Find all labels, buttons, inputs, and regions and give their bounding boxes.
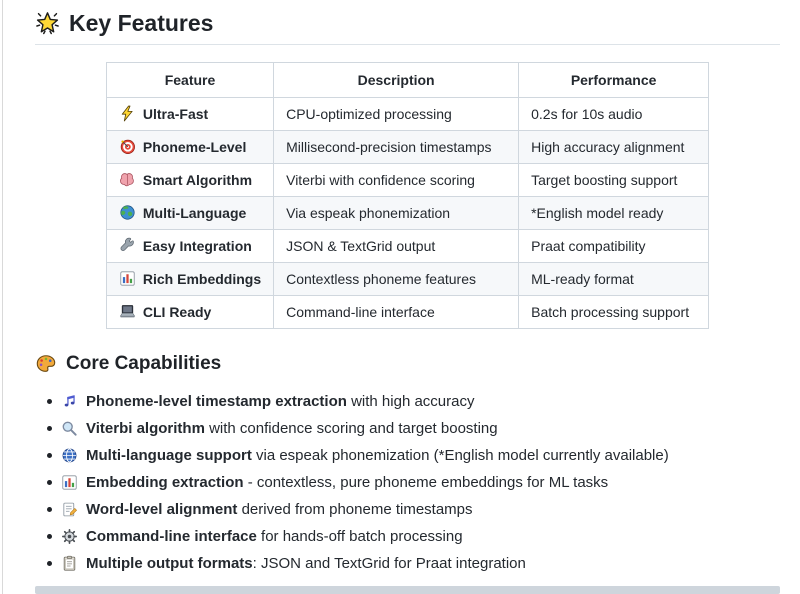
performance-cell: Target boosting support [519, 164, 709, 197]
description-cell: Contextless phoneme features [274, 263, 519, 296]
feature-name: Multi-Language [142, 205, 247, 221]
list-item [47, 393, 780, 410]
bar-chart-icon [119, 270, 136, 287]
table-row [106, 197, 708, 230]
bar-chart-icon [61, 474, 78, 491]
list-item-rest: : JSON and TextGrid for Praat integration [252, 555, 526, 572]
list-item-rest: - contextless, pure phoneme embeddings for ML tasks [243, 474, 609, 491]
globe-earth-icon [119, 204, 136, 221]
feature-cell [106, 197, 273, 230]
list-item [47, 474, 780, 491]
table-row [106, 131, 708, 164]
bullet-marker [47, 426, 52, 431]
list-item-text [86, 420, 498, 437]
list-item-text [86, 528, 463, 545]
feature-cell [106, 296, 273, 329]
description-cell: JSON & TextGrid output [274, 230, 519, 263]
globe-grid-icon [61, 447, 78, 464]
core-capabilities-title: Core Capabilities [66, 353, 222, 374]
list-item-text [86, 393, 474, 410]
list-item-rest: for hands-off batch processing [256, 528, 463, 545]
list-item-bold: Word-level alignment [86, 501, 238, 518]
col-header-feature: Feature [106, 63, 273, 98]
target-icon [119, 138, 136, 155]
performance-cell: Batch processing support [519, 296, 709, 329]
features-table-wrap [35, 62, 780, 329]
bullet-marker [47, 534, 52, 539]
description-cell: Command-line interface [274, 296, 519, 329]
list-item [47, 528, 780, 545]
feature-name: Smart Algorithm [142, 172, 253, 188]
list-item-bold: Phoneme-level timestamp extraction [86, 393, 347, 410]
magnifier-icon [61, 420, 78, 437]
description-cell: CPU-optimized processing [274, 98, 519, 131]
page-left-border [2, 0, 3, 594]
bullet-marker [47, 480, 52, 485]
performance-cell: ML-ready format [519, 263, 709, 296]
list-item-bold: Embedding extraction [86, 474, 244, 491]
performance-cell: Praat compatibility [519, 230, 709, 263]
table-header-row [106, 63, 708, 98]
performance-cell: 0.2s for 10s audio [519, 98, 709, 131]
features-table [106, 62, 709, 329]
list-item-rest: with confidence scoring and target boosting [204, 420, 498, 437]
list-item [47, 501, 780, 518]
feature-name: CLI Ready [142, 304, 212, 320]
laptop-icon [119, 303, 136, 320]
table-row [106, 263, 708, 296]
performance-cell: High accuracy alignment [519, 131, 709, 164]
list-item-rest: via espeak phonemization (*English model currently available) [251, 447, 669, 464]
list-item [47, 447, 780, 464]
readme-content [35, 0, 780, 582]
feature-name: Phoneme-Level [142, 139, 247, 155]
feature-cell [106, 131, 273, 164]
feature-cell [106, 164, 273, 197]
performance-cell: *English model ready [519, 197, 709, 230]
capabilities-list [35, 393, 780, 572]
wrench-icon [119, 237, 136, 254]
horizontal-rule [35, 586, 780, 594]
feature-cell [106, 98, 273, 131]
music-notes-icon [61, 393, 78, 410]
list-item-rest: with high accuracy [346, 393, 475, 410]
bullet-marker [47, 507, 52, 512]
bullet-marker [47, 399, 52, 404]
table-row [106, 296, 708, 329]
bullet-marker [47, 453, 52, 458]
memo-icon [61, 501, 78, 518]
list-item-bold: Multiple output formats [86, 555, 253, 572]
description-cell: Viterbi with confidence scoring [274, 164, 519, 197]
list-item-text [86, 447, 669, 464]
zap-icon [119, 105, 136, 122]
features-table-body [106, 98, 708, 329]
palette-icon [35, 353, 57, 375]
list-item [47, 555, 780, 572]
gear-icon [61, 528, 78, 545]
feature-cell [106, 230, 273, 263]
list-item-bold: Viterbi algorithm [86, 420, 205, 437]
clipboard-icon [61, 555, 78, 572]
key-features-heading [35, 8, 780, 45]
col-header-description: Description [274, 63, 519, 98]
table-row [106, 230, 708, 263]
feature-name: Rich Embeddings [142, 271, 262, 287]
core-capabilities-heading [35, 351, 780, 377]
list-item-bold: Command-line interface [86, 528, 257, 545]
feature-name: Ultra-Fast [142, 106, 209, 122]
list-item-text [86, 501, 473, 518]
list-item [47, 420, 780, 437]
table-row [106, 98, 708, 131]
col-header-performance: Performance [519, 63, 709, 98]
description-cell: Millisecond-precision timestamps [274, 131, 519, 164]
feature-name: Easy Integration [142, 238, 252, 254]
list-item-text [86, 555, 526, 572]
list-item-text [86, 474, 608, 491]
key-features-title: Key Features [69, 10, 214, 36]
feature-cell [106, 263, 273, 296]
table-row [106, 164, 708, 197]
list-item-bold: Multi-language support [86, 447, 252, 464]
description-cell: Via espeak phonemization [274, 197, 519, 230]
list-item-rest: derived from phoneme timestamps [237, 501, 473, 518]
glowing-star-icon [35, 11, 60, 36]
brain-icon [119, 171, 136, 188]
bullet-marker [47, 561, 52, 566]
